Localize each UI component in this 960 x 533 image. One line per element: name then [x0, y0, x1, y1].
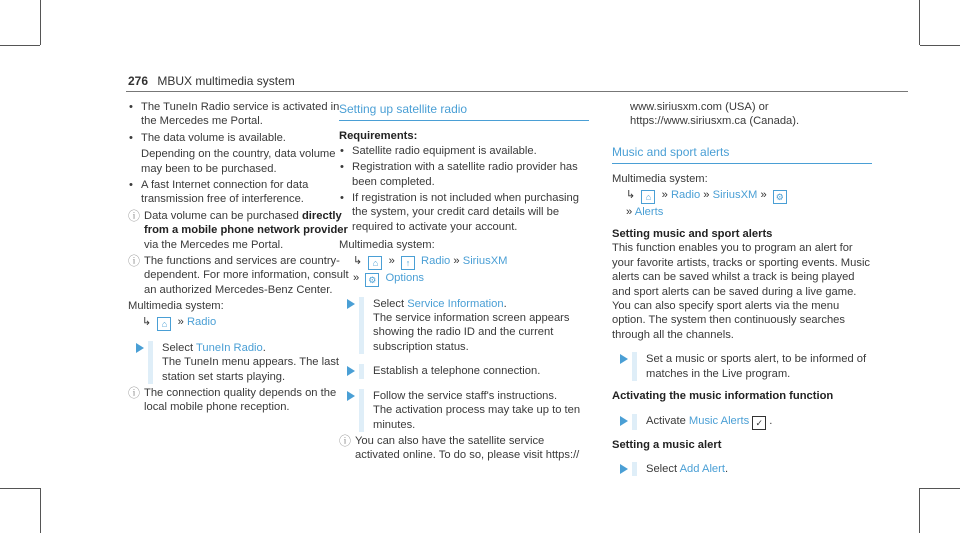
list-item: • The data volume is available.	[128, 131, 358, 145]
page-title: MBUX multimedia system	[157, 74, 295, 88]
list-item-continued: Depending on the country, data volume may been to be purchased.	[141, 148, 336, 175]
info-icon: ⓘ	[128, 385, 141, 400]
add-alert-link[interactable]: Add Alert	[679, 462, 725, 475]
list-item: • Satellite radio equipment is available.	[339, 144, 589, 158]
service-information-link[interactable]: Service Information	[407, 297, 504, 310]
menu-label: Multimedia system:	[339, 239, 435, 252]
crop-mark	[0, 488, 40, 489]
crop-mark	[920, 45, 960, 46]
step-text: Follow the service staff's instructions.	[373, 389, 558, 402]
note-text: The connection quality depends on the local mobile phone reception.	[144, 386, 337, 414]
instruction-step	[612, 352, 872, 381]
url-text: www.siriusxm.com (USA) or https://www.siriusxm.ca (Canada).	[630, 101, 800, 128]
info-icon: ⓘ	[339, 433, 352, 448]
step-bar	[632, 462, 637, 476]
step-text: .	[503, 297, 507, 310]
return-arrow-icon: ↳	[626, 188, 636, 201]
note	[339, 434, 589, 463]
step-arrow-icon	[347, 299, 355, 309]
step-text: Set a music or sports alert, to be informed of matches in the Live program.	[646, 353, 867, 380]
subheading: Setting music and sport alerts	[612, 228, 773, 241]
return-arrow-icon: ↳	[353, 254, 363, 267]
step-arrow-icon	[620, 354, 628, 364]
list-item: • If registration is not included when purchasing the system, your credit card details will be required to activate your account.	[339, 191, 589, 234]
requirements-label: Requirements:	[339, 130, 418, 143]
header-divider	[126, 91, 908, 92]
step-text: .	[769, 414, 773, 427]
menu-label: Multimedia system:	[128, 300, 224, 313]
double-chevron-icon: »	[661, 188, 668, 201]
step-text: .	[725, 462, 729, 475]
double-chevron-icon: »	[177, 315, 184, 328]
menu-path	[339, 254, 589, 270]
checkbox-checked-icon[interactable]: ✓	[752, 416, 766, 430]
step-arrow-icon	[347, 391, 355, 401]
gear-icon: ⚙	[365, 273, 379, 287]
page-header	[128, 74, 295, 88]
step-text: Select	[162, 341, 196, 354]
step-description: The TuneIn menu appears. The last station set starts playing.	[162, 356, 340, 383]
return-arrow-icon: ↳	[142, 315, 152, 328]
note	[128, 209, 358, 252]
instruction-step	[128, 341, 358, 384]
instruction-step	[339, 364, 589, 378]
note-text: Data volume can be purchased	[144, 209, 302, 222]
paragraph: This function enables you to program an alert for your favorite artists, tracks or sporting events. Music alerts can be saved whilst a track is being played and sport alerts can be saved during a live game. You can also specify sport alerts via the menu option. The system then continuously searches through all the channels.	[612, 242, 871, 341]
double-chevron-icon: »	[703, 188, 710, 201]
double-chevron-icon: »	[453, 254, 460, 267]
step-bar	[632, 352, 637, 381]
double-chevron-icon: »	[353, 271, 360, 284]
path-siriusxm[interactable]: SiriusXM	[712, 188, 758, 201]
step-text: Activate	[646, 414, 689, 427]
crop-mark	[40, 488, 41, 533]
note-text: You can also have the satellite service activated online. To do so, please visit https://	[355, 434, 580, 462]
step-description: The activation process may take up to ten minutes.	[373, 404, 581, 431]
step-arrow-icon	[347, 366, 355, 376]
list-item: • The TuneIn Radio service is activated in the Mercedes me Portal.	[128, 100, 358, 129]
instruction-step	[339, 389, 589, 432]
step-bar	[359, 364, 364, 378]
step-text: .	[262, 341, 266, 354]
step-bar	[632, 414, 637, 430]
double-chevron-icon: »	[760, 188, 767, 201]
menu-path	[339, 271, 589, 287]
menu-path	[128, 315, 358, 331]
column-1	[128, 100, 358, 417]
antenna-icon: ↑	[401, 256, 415, 270]
double-chevron-icon: »	[388, 254, 395, 267]
section-title: Music and sport alerts	[612, 145, 872, 164]
path-siriusxm[interactable]: SiriusXM	[462, 254, 508, 267]
step-arrow-icon	[620, 416, 628, 426]
menu-path	[612, 205, 872, 219]
note	[128, 254, 358, 297]
tunein-radio-link[interactable]: TuneIn Radio	[196, 341, 263, 354]
step-text: Select	[646, 462, 680, 475]
path-radio[interactable]: Radio	[421, 254, 451, 267]
list-item: • Registration with a satellite radio provider has been completed.	[339, 160, 589, 189]
note-text: via the Mercedes me Portal.	[144, 238, 284, 251]
home-icon: ⌂	[641, 190, 655, 204]
path-options[interactable]: Options	[385, 271, 425, 284]
gear-icon: ⚙	[773, 190, 787, 204]
path-radio[interactable]: Radio	[186, 315, 217, 328]
column-2	[339, 100, 589, 465]
crop-mark	[920, 488, 960, 489]
step-text: Establish a telephone connection.	[373, 365, 541, 378]
path-radio[interactable]: Radio	[670, 188, 701, 201]
crop-mark	[40, 0, 41, 45]
step-text: Select	[373, 297, 408, 310]
step-description: The service information screen appears showing the radio ID and the current subscription status.	[373, 312, 570, 353]
home-icon: ⌂	[157, 317, 171, 331]
section-title: Setting up satellite radio	[339, 102, 589, 121]
crop-mark	[919, 0, 920, 45]
step-bar	[359, 297, 364, 355]
list-item: • A fast Internet connection for data transmission free of interference.	[128, 178, 358, 207]
info-icon: ⓘ	[128, 254, 141, 269]
subheading: Setting a music alert	[612, 438, 722, 451]
note-text: The functions and services are country-dependent. For more information, consult an authorized Mercedes-Benz Center.	[144, 255, 349, 296]
note	[128, 386, 358, 415]
instruction-step	[612, 414, 872, 430]
page-number: 276	[128, 74, 149, 88]
instruction-step	[612, 462, 872, 476]
column-3	[612, 100, 872, 478]
crop-mark	[0, 45, 40, 46]
note-bold: directly from a mobile phone network provider	[144, 209, 348, 237]
step-arrow-icon	[620, 464, 628, 474]
path-alerts[interactable]: Alerts	[634, 205, 664, 218]
info-icon: ⓘ	[128, 208, 141, 223]
crop-mark	[919, 488, 920, 533]
subheading: Activating the music information function	[612, 390, 834, 403]
music-alerts-link[interactable]: Music Alerts	[688, 414, 750, 427]
menu-path	[612, 188, 872, 204]
step-bar	[359, 389, 364, 432]
home-icon: ⌂	[368, 256, 382, 270]
double-chevron-icon: »	[626, 205, 633, 218]
instruction-step	[339, 297, 589, 355]
step-arrow-icon	[136, 343, 144, 353]
menu-label: Multimedia system:	[612, 173, 708, 186]
step-bar	[148, 341, 153, 384]
